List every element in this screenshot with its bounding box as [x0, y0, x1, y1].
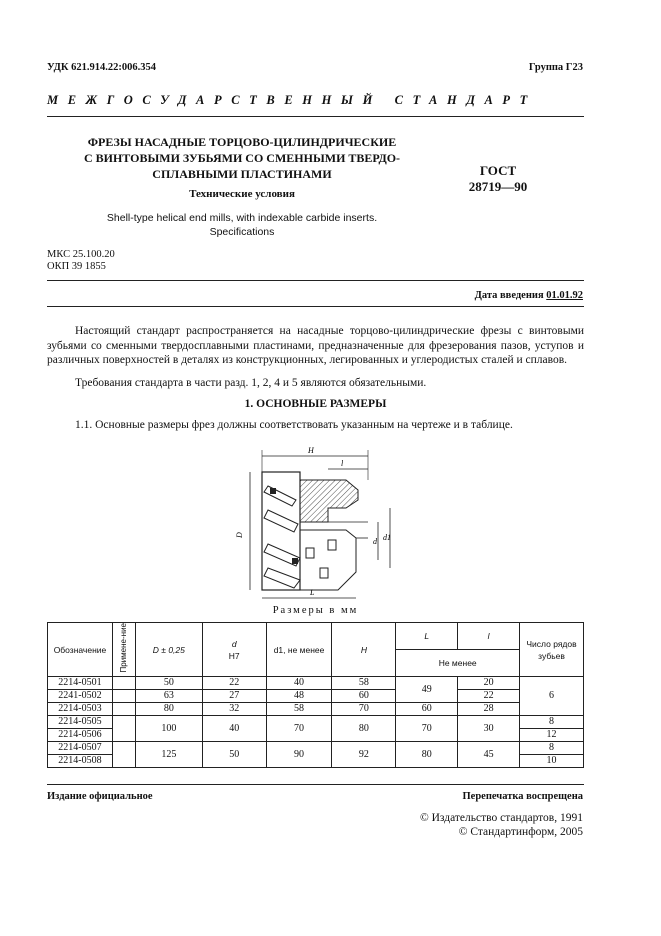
copyright-1: © Издательство стандартов, 1991 [419, 812, 583, 824]
divider-top [47, 116, 584, 117]
english-title: Shell-type helical end mills, with indexable carbide inserts. Specifications [106, 212, 378, 238]
reprint-forbidden: Перепечатка воспрещена [462, 791, 583, 802]
copyright-2: © Стандартинформ, 2005 [458, 826, 583, 838]
table-row: 2214-0508 10 [48, 755, 584, 768]
divider-mid [47, 280, 584, 281]
dim-H-label: H [308, 446, 314, 455]
gost-number: ГОСТ 28719—90 [468, 163, 528, 194]
table-caption: Размеры в мм [272, 605, 359, 616]
milling-cutter-drawing [228, 440, 418, 605]
classification-codes: МКС 25.100.20 ОКП 39 1855 [47, 249, 115, 272]
header-application: Примене-ние [112, 623, 135, 677]
header-l: l [458, 623, 520, 650]
dim-D-label: D [235, 532, 244, 538]
table-row: 2214-0505 100 40 70 80 70 30 8 [48, 716, 584, 729]
header-L: L [396, 623, 458, 650]
header-d: d H7 [202, 623, 266, 677]
header-D: D ± 0,25 [135, 623, 202, 677]
table-row: 2214-0503 80 32 58 70 60 28 [48, 703, 584, 716]
official-edition: Издание официальное [47, 791, 153, 802]
introduction-date: Дата введения 01.01.92 [474, 290, 583, 301]
table-row: 2214-0507 125 50 90 92 80 45 8 [48, 742, 584, 755]
header-not-less: Не менее [396, 650, 520, 677]
section-title: 1. ОСНОВНЫЕ РАЗМЕРЫ [244, 398, 387, 410]
document-title: ФРЕЗЫ НАСАДНЫЕ ТОРЦОВО-ЦИЛИНДРИЧЕСКИЕ С ВИНТОВЫМИ ЗУБЬЯМИ СО СМЕННЫМИ ТВЕРДО- СПЛАВНЫМИ ПЛАСТИНАМИ [83, 135, 401, 181]
divider-date [47, 306, 584, 307]
table-row: 2214-0501 50 22 40 58 49 20 6 [48, 677, 584, 690]
udk-code: УДК 621.914.22:006.354 [47, 62, 156, 73]
header-H: H [332, 623, 396, 677]
dim-l-label: l [341, 459, 344, 468]
dim-d1-label: d1 [383, 533, 391, 542]
group-code: Группа Г23 [528, 62, 583, 73]
dim-L-label: L [310, 588, 315, 597]
paragraph-dimensions: 1.1. Основные размеры фрез должны соответствовать указанным на чертеже и в таблице. [75, 419, 513, 431]
dim-d-label: d [373, 537, 377, 546]
table-row: 2241-0502 63 27 48 60 22 [48, 690, 584, 703]
divider-footer [47, 784, 584, 785]
header-d1: d1, не менее [266, 623, 332, 677]
header-rows-count: Число рядов зубьев [520, 623, 584, 677]
header-designation: Обозначение [48, 623, 113, 677]
paragraph-scope: Настоящий стандарт распространяется на насадные торцово-цилиндрические фрезы с винтовыми зубьями со сменными твердосплавными пластинами, предназначенные для фрезерования пазов, уступов и различных поверхностей в деталях из конструкционных, легированных и углеродистых сталей и сплавов. [47, 325, 584, 367]
table-row: 2214-0506 12 [48, 729, 584, 742]
paragraph-requirements: Требования стандарта в части разд. 1, 2, 4 и 5 являются обязательными. [75, 377, 427, 389]
document-subtitle: Технические условия [189, 188, 295, 200]
dimensions-table [47, 622, 584, 768]
standard-banner: МЕЖГОСУДАРСТВЕННЫЙ СТАНДАРТ [47, 93, 537, 107]
